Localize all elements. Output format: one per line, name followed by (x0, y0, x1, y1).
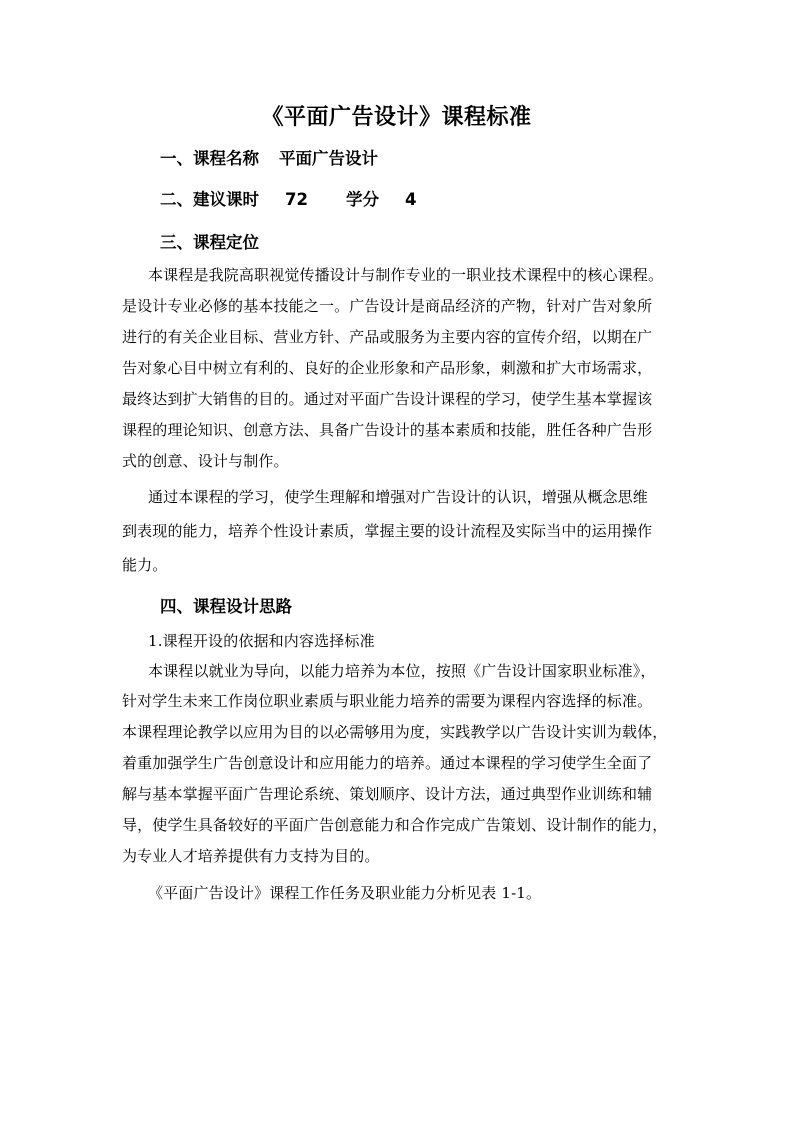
heading-label: 二、建议课时 (160, 190, 259, 209)
heading-suggested-hours (160, 187, 416, 213)
paragraph-line: 通过本课程的学习，使学生理解和增强对广告设计的认识，增强从概念思维 (148, 488, 648, 506)
paragraph-line: 针对学生未来工作岗位职业素质与职业能力培养的需要为课程内容选择的标准。 (122, 692, 653, 710)
paragraph-line: 能力。 (122, 556, 168, 574)
heading-course-positioning (160, 230, 259, 256)
course-name-value: 平面广告设计 (279, 149, 378, 168)
paragraph-line: 为专业人才培养提供有力支持为目的。 (122, 847, 380, 865)
paragraph-line: 导，使学生具备较好的平面广告创意能力和合作完成广告策划、设计制作的能力， (122, 816, 668, 834)
paragraph-line: 解与基本掌握平面广告理论系统、策划顺序、设计方法，通过典型作业训练和辅 (122, 785, 653, 803)
heading-course-name (160, 146, 378, 172)
hours-value: 72 (285, 190, 308, 209)
subheading-line: 1.课程开设的依据和内容选择标准 (148, 632, 375, 650)
paragraph-line: 本课程以就业为导向，以能力培养为本位，按照《广告设计国家职业标准》， (148, 662, 656, 680)
heading-course-design (160, 594, 292, 620)
paragraph-line: 本课程是我院高职视觉传播设计与制作专业的一职业技术课程中的核心课程。 (148, 266, 664, 284)
document-title: 《平面广告设计》课程标准 (261, 105, 532, 130)
credits-value: 4 (404, 190, 417, 209)
paragraph-line: 告对象心目中树立有利的、良好的企业形象和产品形象，刺激和扩大市场需求， (122, 359, 653, 377)
paragraph-line: 式的创意、设计与制作。 (122, 452, 289, 470)
paragraph-line: 到表现的能力，培养个性设计素质，掌握主要的设计流程及实际当中的运用操作 (122, 522, 653, 540)
heading-label: 一、课程名称 (160, 149, 259, 168)
paragraph-line: 着重加强学生广告创意设计和应用能力的培养。通过本课程的学习使学生全面了 (122, 754, 653, 772)
paragraph-line: 进行的有关企业目标、营业方针、产品或服务为主要内容的宣传介绍，以期在广 (122, 328, 653, 346)
heading-label: 四、课程设计思路 (160, 597, 292, 616)
paragraph-line: 是设计专业必修的基本技能之一。广告设计是商品经济的产物，针对广告对象所 (122, 297, 653, 315)
paragraph-line: 最终达到扩大销售的目的。通过对平面广告设计课程的学习，使学生基本掌握该 (122, 390, 653, 408)
heading-label: 三、课程定位 (160, 233, 259, 252)
paragraph-line: 课程的理论知识、创意方法、具备广告设计的基本素质和技能，胜任各种广告形 (122, 421, 653, 439)
paragraph-line: 本课程理论教学以应用为目的以必需够用为度，实践教学以广告设计实训为载体， (122, 723, 668, 741)
paragraph-line: 《平面广告设计》课程工作任务及职业能力分析见表 1-1。 (148, 884, 542, 902)
credits-label: 学分 (345, 190, 379, 209)
